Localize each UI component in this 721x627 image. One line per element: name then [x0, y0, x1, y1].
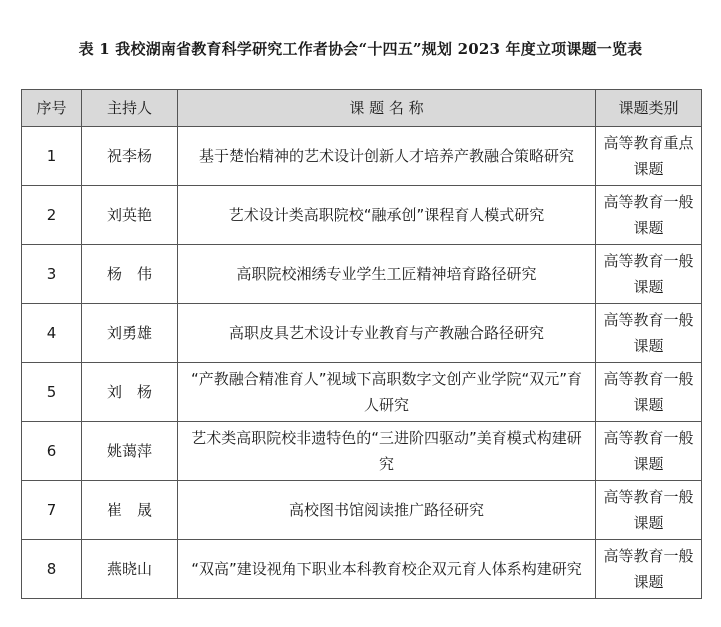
table-row	[22, 304, 702, 363]
cell-no: 7	[22, 481, 82, 540]
cell-host: 刘勇雄	[82, 304, 178, 363]
table-row	[22, 422, 702, 481]
table-row	[22, 363, 702, 422]
cell-title	[178, 422, 596, 481]
header-category: 课题类别	[596, 90, 702, 127]
title-text: 高职皮具艺术设计专业教育与产教融合路径研究	[228, 324, 544, 342]
cell-host: 刘英艳	[82, 186, 178, 245]
cell-host: 刘 杨	[82, 363, 178, 422]
table-row	[22, 481, 702, 540]
cell-title	[178, 186, 596, 245]
cell-no: 6	[22, 422, 82, 481]
cell-no: 8	[22, 540, 82, 599]
table-caption: 表 1 我校湖南省教育科学研究工作者协会“十四五”规划 2023 年度立项课题一览表	[78, 40, 643, 58]
cell-title	[178, 363, 596, 422]
cell-category: 高等教育一般课题	[596, 481, 702, 540]
title-text: 艺术类高职院校非遗特色的“三进阶四驱动”美育模式构建研究	[191, 429, 582, 473]
cell-host: 姚蔼萍	[82, 422, 178, 481]
cell-category: 高等教育一般课题	[596, 363, 702, 422]
cell-no: 4	[22, 304, 82, 363]
cell-category: 高等教育一般课题	[596, 540, 702, 599]
cell-category: 高等教育重点课题	[596, 127, 702, 186]
cell-title	[178, 481, 596, 540]
cell-host: 祝李杨	[82, 127, 178, 186]
table-row	[22, 186, 702, 245]
cell-no: 5	[22, 363, 82, 422]
cell-host: 杨 伟	[82, 245, 178, 304]
cell-no: 3	[22, 245, 82, 304]
header-title: 课 题 名 称	[178, 90, 596, 127]
header-no: 序号	[22, 90, 82, 127]
cell-category: 高等教育一般课题	[596, 245, 702, 304]
cell-title	[178, 540, 596, 599]
header-host: 主持人	[82, 90, 178, 127]
cell-category: 高等教育一般课题	[596, 304, 702, 363]
table-row	[22, 540, 702, 599]
cell-title	[178, 304, 596, 363]
project-table	[21, 89, 702, 599]
cell-title	[178, 245, 596, 304]
title-text: 高职院校湘绣专业学生工匠精神培育路径研究	[236, 265, 537, 283]
cell-no: 1	[22, 127, 82, 186]
title-text: 艺术设计类高职院校“融承创”课程育人模式研究	[228, 206, 545, 224]
cell-host: 燕晓山	[82, 540, 178, 599]
cell-category: 高等教育一般课题	[596, 186, 702, 245]
cell-no: 2	[22, 186, 82, 245]
title-text: “产教融合精准育人”视域下高职数字文创产业学院“双元”育人研究	[190, 370, 583, 414]
title-text: “双高”建设视角下职业本科教育校企双元育人体系构建研究	[191, 560, 582, 578]
title-text: 高校图书馆阅读推广路径研究	[288, 501, 484, 519]
table-header-row	[22, 90, 702, 127]
table-row	[22, 127, 702, 186]
cell-title	[178, 127, 596, 186]
cell-host: 崔 晟	[82, 481, 178, 540]
table-row	[22, 245, 702, 304]
title-text: 基于楚怡精神的艺术设计创新人才培养产教融合策略研究	[198, 147, 574, 165]
cell-category: 高等教育一般课题	[596, 422, 702, 481]
